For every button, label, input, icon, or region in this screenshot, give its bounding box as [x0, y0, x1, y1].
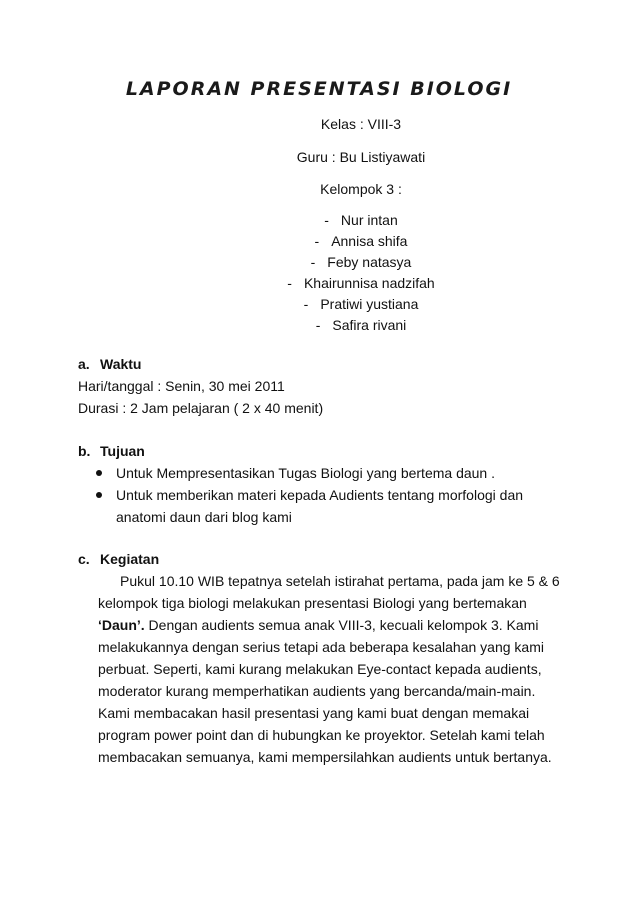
member-item: - Annisa shifa: [314, 233, 408, 249]
kegiatan-line: perbuat. Seperti, kami kurang melakukan Eye-contact kepada audients,: [98, 661, 542, 677]
member-item: - Feby natasya: [310, 254, 412, 270]
tujuan-bullet-2-cont: anatomi daun dari blog kami: [116, 509, 292, 525]
kegiatan-line: melakukannya dengan serius tetapi ada beberapa kesalahan yang kami: [98, 639, 544, 655]
member-item: - Pratiwi yustiana: [303, 296, 419, 312]
section-b-heading: b. Tujuan: [78, 443, 145, 459]
kegiatan-line: ‘Daun’. Dengan audients semua anak VIII-3, kecuali kelompok 3. Kami: [98, 617, 539, 633]
guru-line: Guru : Bu Listiyawati: [296, 149, 426, 165]
kegiatan-line: kelompok tiga biologi melakukan presentasi Biologi yang bertemakan: [98, 595, 527, 611]
kegiatan-line: Kami membacakan hasil presentasi yang kami buat dengan memakai: [98, 705, 530, 721]
kegiatan-line: moderator kurang memperhatikan audients yang bercanda/main-main.: [98, 683, 536, 699]
member-item: - Nur intan: [324, 212, 398, 228]
kelas-line: Kelas : VIII-3: [320, 116, 402, 132]
kegiatan-line: program power point dan di hubungkan ke proyektor. Setelah kami telah: [98, 727, 545, 743]
document-title: LAPORAN PRESENTASI BIOLOGI: [125, 78, 513, 100]
section-c-heading: c. Kegiatan: [78, 551, 160, 567]
kelompok-line: Kelompok 3 :: [320, 181, 402, 197]
tujuan-bullet-1: Untuk Mempresentasikan Tugas Biologi yang bertema daun .: [96, 464, 495, 482]
kegiatan-line: membacakan semuanya, kami mempersilahkan audients untuk bertanya.: [98, 749, 552, 765]
member-item: - Khairunnisa nadzifah: [287, 275, 435, 291]
durasi-line: Durasi : 2 Jam pelajaran ( 2 x 40 menit): [78, 400, 324, 416]
member-item: - Safira rivani: [315, 317, 407, 333]
section-a-heading: a. Waktu: [78, 356, 142, 372]
bullet-dot-icon: [96, 470, 102, 476]
tujuan-bullet-2: Untuk memberikan materi kepada Audients tentang morfologi dan: [96, 486, 523, 504]
kegiatan-line: Pukul 10.10 WIB tepatnya setelah istirahat pertama, pada jam ke 5 & 6: [120, 573, 560, 589]
bullet-dot-icon: [96, 492, 102, 498]
hari-tanggal-line: Hari/tanggal : Senin, 30 mei 2011: [78, 378, 285, 394]
